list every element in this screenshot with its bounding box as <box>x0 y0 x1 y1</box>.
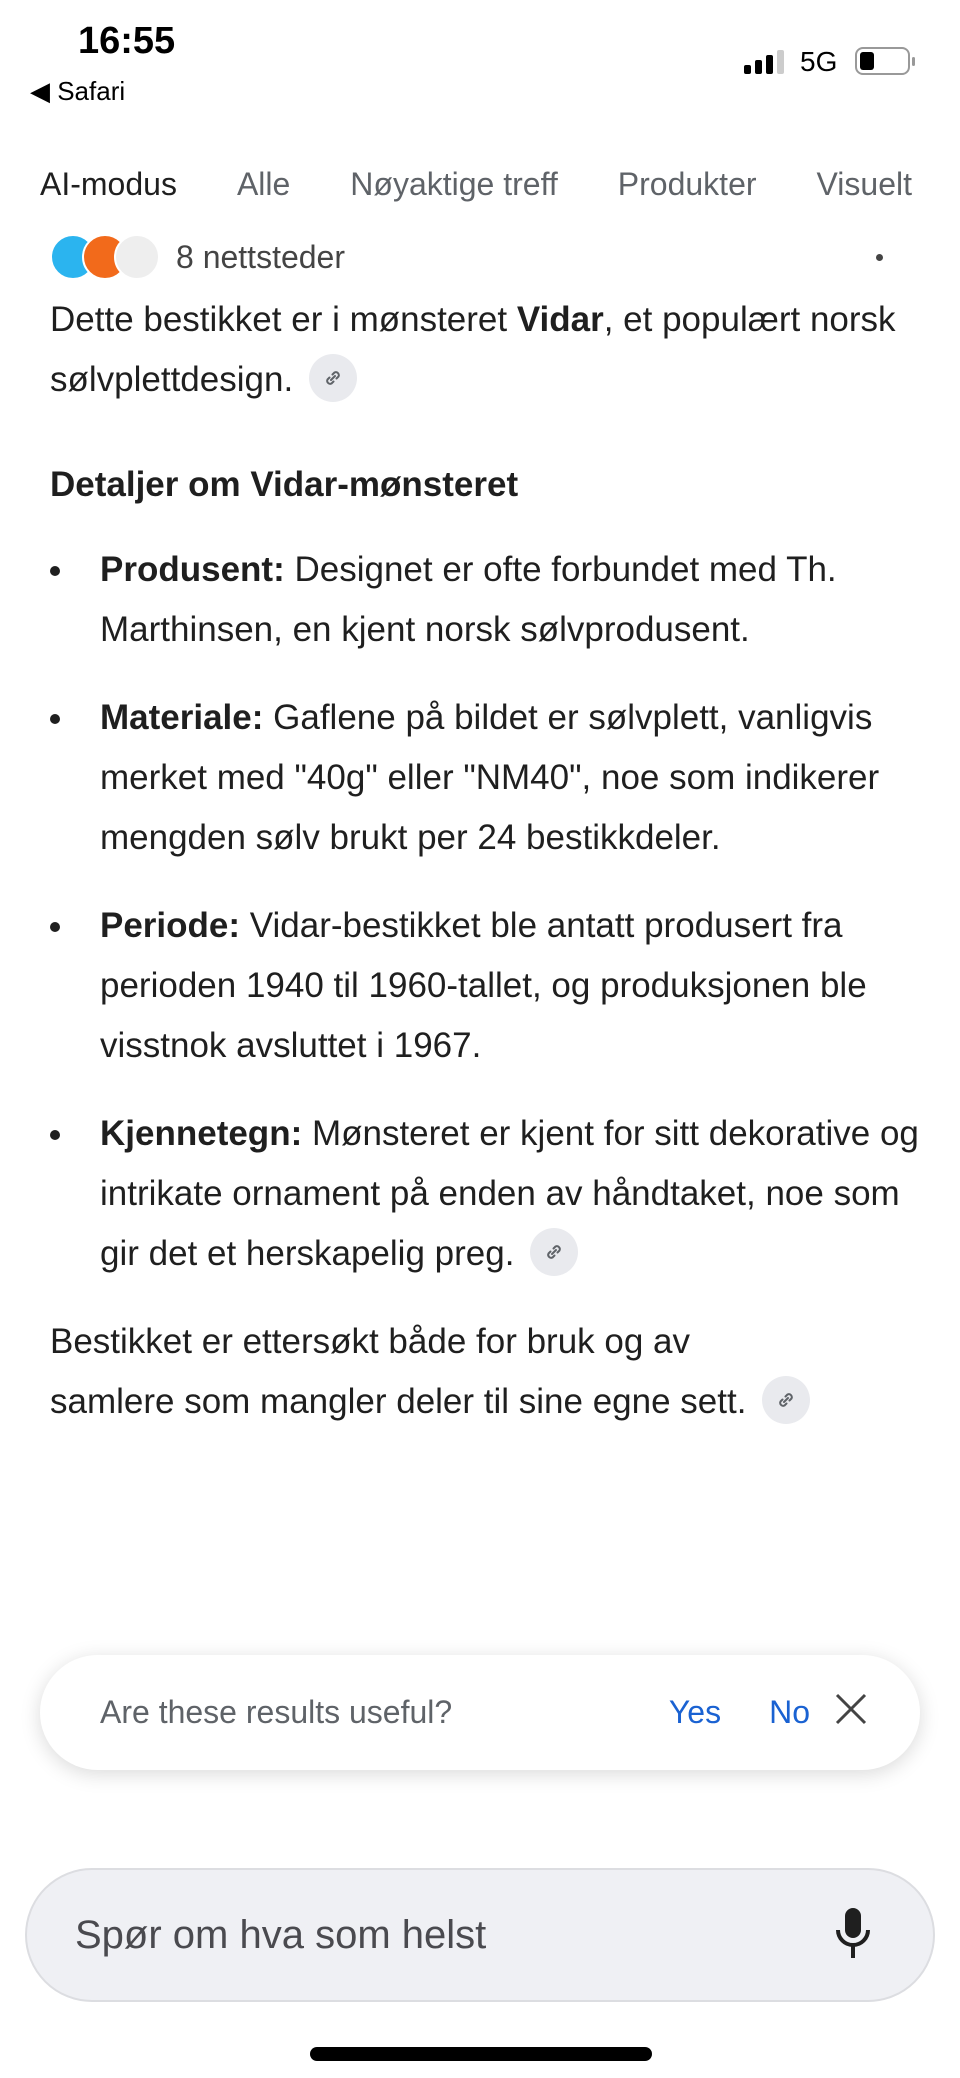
item-label: Produsent: <box>100 550 285 589</box>
network-label: 5G <box>800 46 838 77</box>
link-icon[interactable] <box>762 1376 810 1424</box>
back-to-safari[interactable]: ◀ Safari <box>30 76 126 106</box>
battery-icon <box>855 47 910 75</box>
section-heading: Detaljer om Vidar-mønsteret <box>50 465 519 504</box>
intro-text: , et populært norsk sølvplettdesign. <box>50 300 896 399</box>
link-icon[interactable] <box>309 354 357 402</box>
more-options-icon[interactable] <box>876 254 883 261</box>
feedback-yes-button[interactable]: Yes <box>668 1694 722 1730</box>
intro-paragraph <box>50 290 920 410</box>
sources-count: 8 nettsteder <box>176 239 345 275</box>
link-icon[interactable] <box>530 1228 578 1276</box>
tab-visuelt[interactable]: Visuelt <box>816 165 912 202</box>
home-indicator[interactable] <box>310 2047 652 2061</box>
list-item <box>50 1104 920 1284</box>
clock: 16:55 <box>78 20 176 62</box>
ask-bar <box>25 1868 935 2002</box>
search-tabs <box>0 140 960 228</box>
tab-alle[interactable]: Alle <box>236 165 291 202</box>
tab-noyaktige-treff[interactable]: Nøyaktige treff <box>350 165 558 202</box>
item-text: Gaflene på bildet er sølvplett, vanligvis merket med "40g" eller "NM40", noe som indikerer mengden sølv brukt per 24 bestikkdeler. <box>100 698 880 857</box>
list-item <box>50 540 920 660</box>
item-text: Vidar-bestikket ble antatt produsert fra perioden 1940 til 1960-tallet, og produksjonen ble visstnok avsluttet i 1967. <box>100 906 867 1065</box>
tab-ai-modus[interactable]: AI-modus <box>40 165 177 202</box>
intro-text: Dette bestikket er i mønsteret <box>50 300 517 339</box>
details-list <box>50 540 920 1284</box>
item-text: Mønsteret er kjent for sitt dekorative og intrikate ornament på enden av håndtaket, noe som gir det et herskapelig preg. <box>100 1114 919 1273</box>
item-text: Designet er ofte forbundet med Th. Marthinsen, en kjent norsk sølvprodusent. <box>100 550 837 649</box>
sources-row[interactable] <box>50 232 345 282</box>
signal-icon <box>744 50 784 74</box>
item-label: Periode: <box>100 906 241 945</box>
outro-text: Bestikket er ettersøkt både for bruk og av samlere som mangler deler til sine egne sett. <box>50 1322 747 1421</box>
list-item <box>50 688 920 868</box>
item-label: Materiale: <box>100 698 264 737</box>
source-favicon <box>114 234 160 280</box>
ask-input[interactable] <box>75 1913 833 1958</box>
microphone-icon[interactable] <box>833 1906 873 1965</box>
tab-produkter[interactable]: Produkter <box>617 165 757 202</box>
list-item <box>50 896 920 1076</box>
item-label: Kjennetegn: <box>100 1114 303 1153</box>
ai-answer <box>50 290 920 1477</box>
feedback-no-button[interactable]: No <box>769 1694 810 1730</box>
feedback-question: Are these results useful? <box>100 1694 453 1730</box>
pattern-name: Vidar <box>516 300 604 339</box>
feedback-prompt <box>40 1655 920 1770</box>
outro-paragraph <box>50 1312 820 1432</box>
status-bar <box>0 0 960 120</box>
close-icon[interactable] <box>834 1692 868 1734</box>
